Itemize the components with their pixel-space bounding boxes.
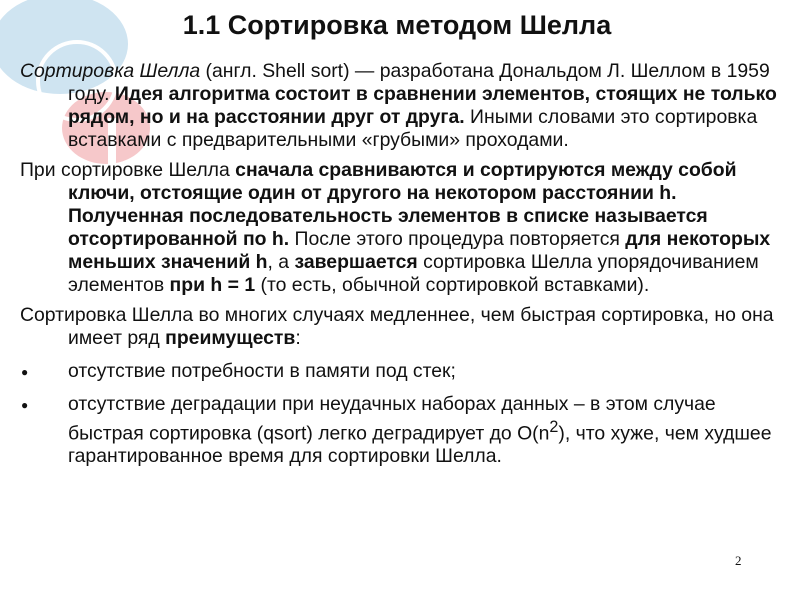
text: После этого процедура повторяется: [289, 228, 626, 250]
bold-text: для некоторых меньших значений h: [68, 228, 771, 273]
bold-text: завершается: [294, 251, 418, 273]
text: При сортировке Шелла: [20, 159, 236, 181]
text: сортировка Шелла упорядочиванием элементов: [68, 251, 759, 296]
text: , а: [267, 251, 295, 273]
term-shell-sort: Сортировка Шелла: [20, 60, 201, 82]
paragraph-algorithm: [20, 159, 782, 297]
slide-title: 1.1 Сортировка методом Шелла: [182, 10, 612, 40]
bullet-item: [20, 360, 782, 383]
bold-text: Идея алгоритма состоит в сравнении элементов, стоящих не только рядом, но и на расстоянии друг от друга.: [68, 83, 777, 128]
bold-text: при h = 1: [169, 274, 256, 296]
bullet-text: отсутствие деградации при неудачных наборах данных – в этом случае быстрая сортировка (qsort) легко деградирует до O(n: [68, 393, 716, 445]
text: (англ. Shell sort) — разработана Дональдом Л. Шеллом в 1959 году.: [68, 60, 770, 105]
text: Сортировка Шелла во многих случаях медленнее, чем быстрая сортировка, но она имеет ряд: [20, 304, 774, 349]
paragraph-definition: [20, 60, 782, 152]
bullet-text: ), что хуже, чем худшее гарантированное время для сортировки Шелла.: [68, 422, 772, 468]
bullet-dot-icon: ●: [21, 365, 29, 379]
page-number: 2: [735, 553, 742, 568]
paragraph-advantages: [20, 304, 782, 350]
text: :: [295, 327, 301, 349]
bold-text: преимуществ: [165, 327, 296, 349]
slide-content: [20, 60, 782, 476]
text: (то есть, обычной сортировкой вставками).: [255, 274, 650, 296]
text: Иными словами это сортировка вставками с предварительными «грубыми» проходами.: [68, 106, 758, 151]
bullet-dot-icon: ●: [21, 398, 29, 412]
bullet-text: отсутствие потребности в памяти под стек;: [68, 360, 456, 382]
bullet-item: [20, 393, 782, 468]
bold-text: сначала сравниваются и сортируются между собой ключи, отстоящие один от другого на некотором расстоянии h. Полученная последовательность элементов в списке называется отсортированной по h.: [68, 159, 737, 250]
superscript: 2: [549, 418, 559, 436]
